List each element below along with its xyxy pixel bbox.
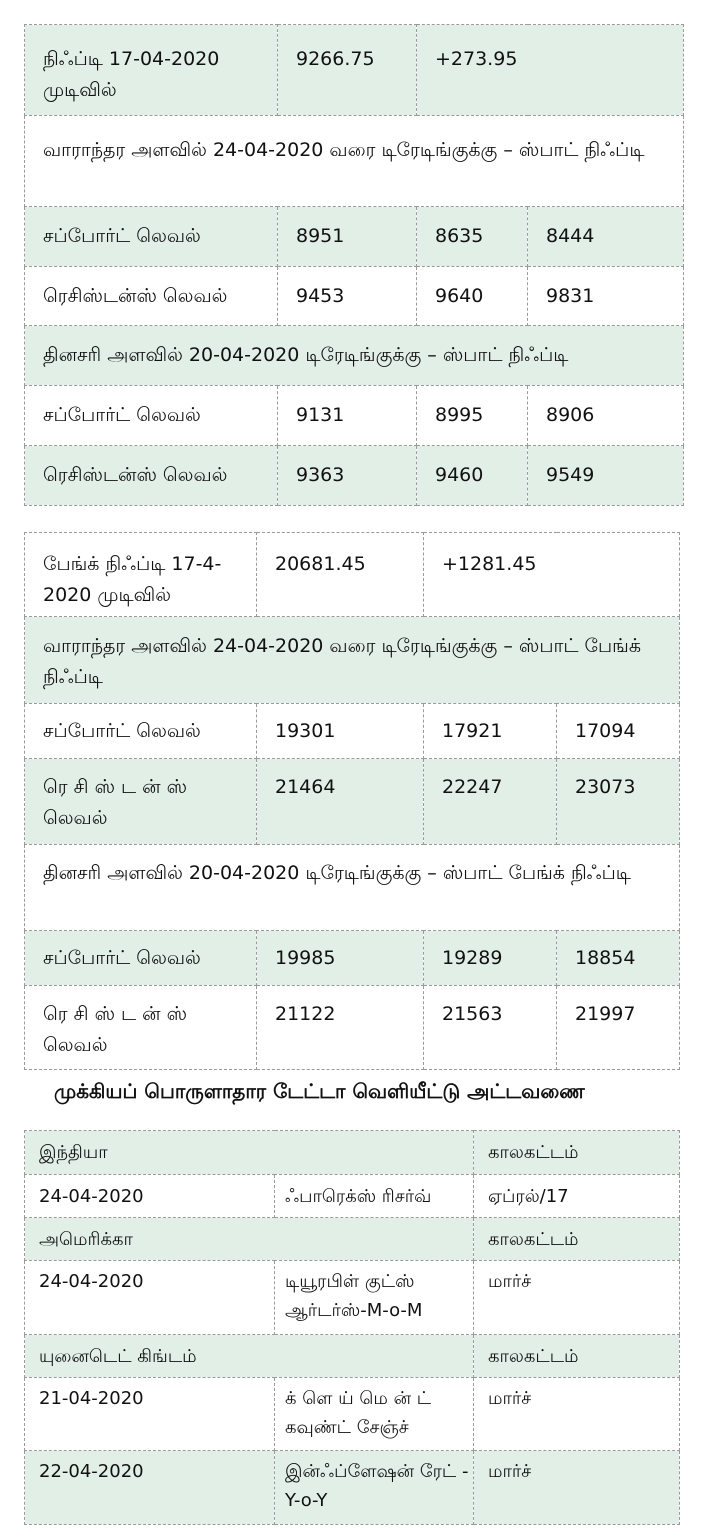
bank-nifty-weekly-support-2: 17921 xyxy=(424,704,557,759)
nifty-daily-title: தினசரி அளவில் 20-04-2020 டிரேடிங்குக்கு – ஸ்பாட் நிஃப்டி xyxy=(25,326,684,386)
nifty-weekly-title: வாராந்தர அளவில் 24-04-2020 வரை டிரேடிங்குக்கு – ஸ்பாட் நிஃப்டி xyxy=(25,116,684,207)
nifty-daily-resistance-2: 9460 xyxy=(417,446,528,506)
nifty-close-label: நிஃப்டி 17-04-2020 முடிவில் xyxy=(25,25,278,116)
nifty-daily-support-2: 8995 xyxy=(417,386,528,446)
nifty-weekly-resistance-3: 9831 xyxy=(528,267,684,326)
nifty-daily-support-1: 9131 xyxy=(278,386,417,446)
period-header: காலகட்டம் xyxy=(474,1335,680,1378)
economic-calendar-table xyxy=(24,1130,680,1525)
release-period: மார்ச் xyxy=(474,1378,680,1451)
release-event: இன்ஃப்ளேஷன் ரேட் - Y-o-Y xyxy=(275,1451,474,1525)
bank-nifty-levels-table xyxy=(24,532,680,1070)
bank-nifty-close-value: 20681.45 xyxy=(257,533,424,617)
country-uk: யுனைடெட் கிங்டம் xyxy=(25,1335,474,1378)
period-header: காலகட்டம் xyxy=(474,1218,680,1261)
nifty-weekly-support-1: 8951 xyxy=(278,207,417,267)
nifty-daily-support-3: 8906 xyxy=(528,386,684,446)
bank-nifty-weekly-title: வாராந்தர அளவில் 24-04-2020 வரை டிரேடிங்குக்கு – ஸ்பாட் பேங்க் நிஃப்டி xyxy=(25,617,680,704)
release-period: மார்ச் xyxy=(474,1451,680,1525)
bank-nifty-daily-support-label: சப்போர்ட் லெவல் xyxy=(25,931,257,986)
bank-nifty-weekly-support-label: சப்போர்ட் லெவல் xyxy=(25,704,257,759)
nifty-weekly-resistance-1: 9453 xyxy=(278,267,417,326)
nifty-weekly-support-label: சப்போர்ட் லெவல் xyxy=(25,207,278,267)
bank-nifty-daily-resistance-2: 21563 xyxy=(424,986,557,1070)
nifty-weekly-resistance-label: ரெசிஸ்டன்ஸ் லெவல் xyxy=(25,267,278,326)
country-usa: அமெரிக்கா xyxy=(25,1218,474,1261)
bank-nifty-weekly-resistance-label: ரெ சி ஸ் ட ன் ஸ் லெவல் xyxy=(25,759,257,845)
release-date: 24-04-2020 xyxy=(25,1261,275,1335)
nifty-weekly-support-2: 8635 xyxy=(417,207,528,267)
bank-nifty-weekly-resistance-3: 23073 xyxy=(557,759,680,845)
bank-nifty-daily-support-2: 19289 xyxy=(424,931,557,986)
nifty-weekly-support-3: 8444 xyxy=(528,207,684,267)
release-date: 22-04-2020 xyxy=(25,1451,275,1525)
release-date: 21-04-2020 xyxy=(25,1378,275,1451)
release-period: மார்ச் xyxy=(474,1261,680,1335)
nifty-daily-resistance-3: 9549 xyxy=(528,446,684,506)
bank-nifty-change: +1281.45 xyxy=(424,533,680,617)
nifty-daily-support-label: சப்போர்ட் லெவல் xyxy=(25,386,278,446)
release-event: டியூரபிள் குட்ஸ் ஆர்டர்ஸ்-M-o-M xyxy=(275,1261,474,1335)
nifty-daily-resistance-1: 9363 xyxy=(278,446,417,506)
bank-nifty-daily-resistance-3: 21997 xyxy=(557,986,680,1070)
bank-nifty-weekly-resistance-2: 22247 xyxy=(424,759,557,845)
nifty-daily-resistance-label: ரெசிஸ்டன்ஸ் லெவல் xyxy=(25,446,278,506)
bank-nifty-daily-support-1: 19985 xyxy=(257,931,424,986)
release-event: க் ளெ ய் மெ ன் ட் கவுண்ட் சேஞ்ச் xyxy=(275,1378,474,1451)
bank-nifty-daily-resistance-label: ரெ சி ஸ் ட ன் ஸ் லெவல் xyxy=(25,986,257,1070)
bank-nifty-close-label: பேங்க் நிஃப்டி 17-4-2020 முடிவில் xyxy=(25,533,257,617)
economic-calendar-heading: முக்கியப் பொருளாதார டேட்டா வெளியீட்டு அட்டவணை xyxy=(54,1079,585,1103)
nifty-close-value: 9266.75 xyxy=(278,25,417,116)
release-event: ஃபாரெக்ஸ் ரிசர்வ் xyxy=(275,1175,474,1218)
bank-nifty-daily-resistance-1: 21122 xyxy=(257,986,424,1070)
bank-nifty-daily-support-3: 18854 xyxy=(557,931,680,986)
nifty-levels-table xyxy=(24,24,684,506)
bank-nifty-weekly-support-3: 17094 xyxy=(557,704,680,759)
bank-nifty-weekly-support-1: 19301 xyxy=(257,704,424,759)
country-india: இந்தியா xyxy=(25,1131,474,1175)
period-header: காலகட்டம் xyxy=(474,1131,680,1175)
nifty-change: +273.95 xyxy=(417,25,684,116)
bank-nifty-daily-title: தினசரி அளவில் 20-04-2020 டிரேடிங்குக்கு – ஸ்பாட் பேங்க் நிஃப்டி xyxy=(25,845,680,931)
nifty-weekly-resistance-2: 9640 xyxy=(417,267,528,326)
release-date: 24-04-2020 xyxy=(25,1175,275,1218)
release-period: ஏப்ரல்/17 xyxy=(474,1175,680,1218)
bank-nifty-weekly-resistance-1: 21464 xyxy=(257,759,424,845)
